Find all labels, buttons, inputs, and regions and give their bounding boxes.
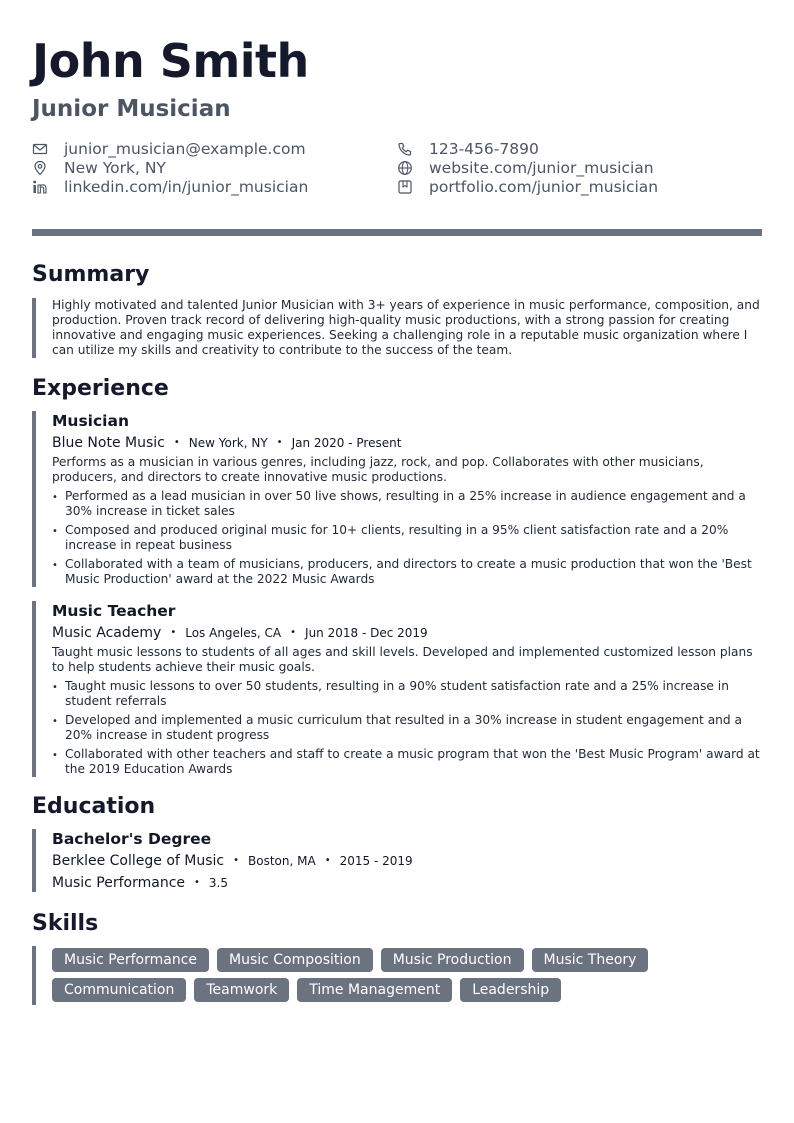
achievement-item: • Collaborated with other teachers and staff to create a music program that won the 'Best Music Program' award at the 2019 Education Awards xyxy=(52,747,762,777)
header-divider xyxy=(32,229,762,236)
job-entry xyxy=(32,601,762,777)
contact-portfolio[interactable] xyxy=(397,177,762,196)
skill-tags xyxy=(52,946,752,1005)
education-section xyxy=(32,793,762,892)
education-entry xyxy=(32,829,762,892)
job-meta xyxy=(52,624,762,642)
skill-tag: Music Composition xyxy=(217,948,373,972)
skills-heading: Skills xyxy=(32,911,99,936)
achievement-item: • Taught music lessons to over 50 students, resulting in a 90% student satisfaction rate and a 25% increase in student referrals xyxy=(52,679,762,709)
summary-text: Highly motivated and talented Junior Musician with 3+ years of experience in music performance, composition, and production. Proven track record of delivering high-quality music productions, with a strong passion for creating innovative and engaging music experiences. Seeking a challenging role in a reputable music organization where I can utilize my skills and creativity to contribute to the success of the team. xyxy=(52,298,760,357)
school-meta xyxy=(52,852,762,870)
skill-tag: Music Performance xyxy=(52,948,209,972)
job-dates: Jan 2020 - Present xyxy=(291,436,402,450)
globe-icon xyxy=(397,160,413,176)
skill-tag: Music Production xyxy=(381,948,524,972)
separator-dot: • xyxy=(173,437,180,448)
school-name: Berklee College of Music xyxy=(52,853,225,869)
experience-section xyxy=(32,375,762,777)
job-entry xyxy=(32,411,762,587)
summary-block xyxy=(32,298,762,358)
field-of-study: Music Performance xyxy=(52,875,185,891)
linkedin-text[interactable]: linkedin.com/in/junior_musician xyxy=(64,177,309,196)
skills-block xyxy=(32,946,762,1005)
location-pin-icon xyxy=(32,160,48,176)
summary-heading: Summary xyxy=(32,262,150,287)
contact-email[interactable] xyxy=(32,139,397,158)
skills-section xyxy=(32,910,762,1005)
company-name: Blue Note Music xyxy=(52,435,165,451)
job-title: Music Teacher xyxy=(52,602,176,620)
field-meta xyxy=(52,874,762,892)
separator-dot: • xyxy=(276,437,283,448)
job-title-heading: Junior Musician xyxy=(32,96,231,122)
portfolio-text[interactable]: portfolio.com/junior_musician xyxy=(429,177,659,196)
skill-tag: Teamwork xyxy=(194,978,289,1002)
job-location: New York, NY xyxy=(188,436,268,450)
skill-tag: Music Theory xyxy=(532,948,649,972)
skill-tag: Communication xyxy=(52,978,186,1002)
achievement-item: • Composed and produced original music for 10+ clients, resulting in a 95% client satisfaction rate and a 20% increase in repeat business xyxy=(52,523,762,553)
skill-tag: Leadership xyxy=(460,978,561,1002)
contact-list xyxy=(32,139,762,196)
website-text[interactable]: website.com/junior_musician xyxy=(429,158,654,177)
achievement-list xyxy=(52,489,762,587)
experience-heading: Experience xyxy=(32,376,169,401)
school-dates: 2015 - 2019 xyxy=(339,854,413,868)
separator-dot: • xyxy=(194,877,200,888)
portfolio-icon xyxy=(397,179,413,195)
separator-dot: • xyxy=(324,855,331,866)
school-location: Boston, MA xyxy=(248,854,316,868)
phone-icon xyxy=(397,141,413,157)
email-text[interactable]: junior_musician@example.com xyxy=(64,139,306,158)
separator-dot: • xyxy=(170,627,177,638)
contact-linkedin[interactable] xyxy=(32,177,397,196)
degree: Bachelor's Degree xyxy=(52,830,212,848)
achievement-item: • Developed and implemented a music curriculum that resulted in a 30% increase in student engagement and a 20% increase in student progress xyxy=(52,713,762,743)
resume-name: John Smith xyxy=(32,34,309,88)
mail-icon xyxy=(32,141,48,157)
separator-dot: • xyxy=(233,855,240,866)
phone-text[interactable]: 123-456-7890 xyxy=(429,139,539,158)
company-name: Music Academy xyxy=(52,625,162,641)
contact-location xyxy=(32,158,397,177)
separator-dot: • xyxy=(290,627,297,638)
linkedin-icon xyxy=(32,179,48,195)
job-description: Taught music lessons to students of all ages and skill levels. Developed and implemented customized lesson plans to help students achieve their music goals. xyxy=(52,645,753,674)
job-meta xyxy=(52,434,762,452)
achievement-list xyxy=(52,679,762,777)
job-location: Los Angeles, CA xyxy=(185,626,282,640)
job-dates: Jun 2018 - Dec 2019 xyxy=(305,626,428,640)
skill-tag: Time Management xyxy=(297,978,452,1002)
location-text: New York, NY xyxy=(64,158,166,177)
achievement-item: • Performed as a lead musician in over 50 live shows, resulting in a 25% increase in audience engagement and a 30% increase in ticket sales xyxy=(52,489,762,519)
contact-website[interactable] xyxy=(397,158,762,177)
achievement-item: • Collaborated with a team of musicians, producers, and directors to create a music production that won the 'Best Music Production' award at the 2022 Music Awards xyxy=(52,557,762,587)
summary-section xyxy=(32,261,762,358)
education-heading: Education xyxy=(32,794,156,819)
contact-phone[interactable] xyxy=(397,139,762,158)
job-description: Performs as a musician in various genres, including jazz, rock, and pop. Collaborates with other musicians, producers, and directors to create innovative music productions. xyxy=(52,455,704,484)
gpa: 3.5 xyxy=(208,876,228,890)
job-title: Musician xyxy=(52,412,129,430)
